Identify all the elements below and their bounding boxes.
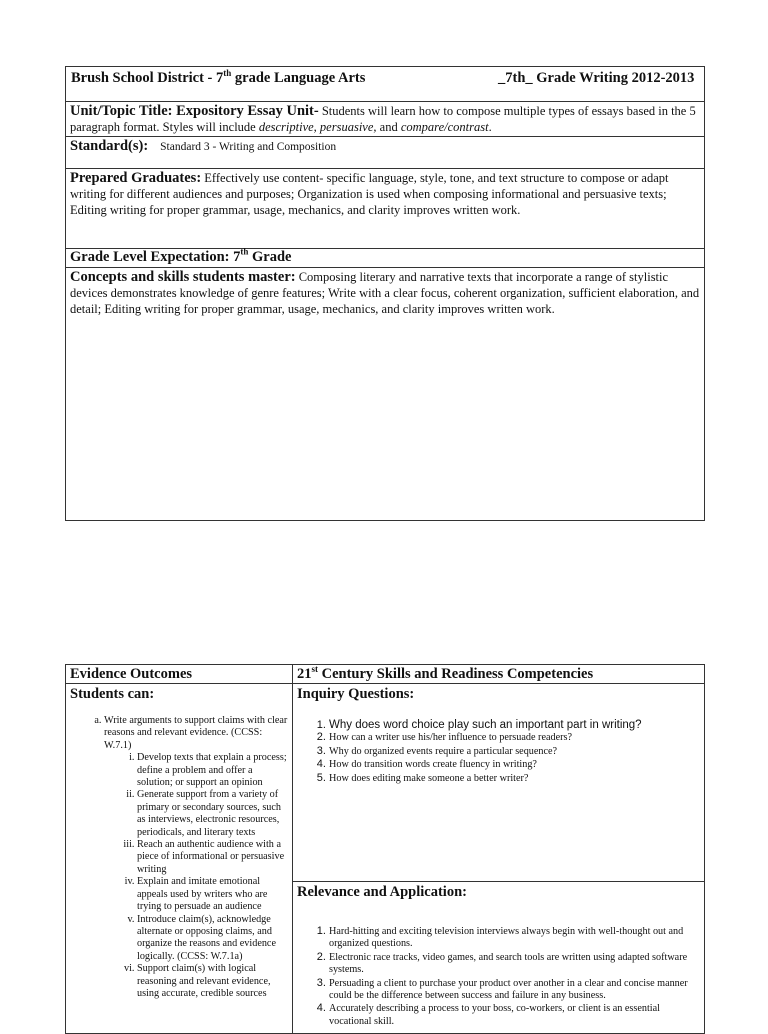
relevance-label: Relevance and Application: xyxy=(297,884,467,900)
century-skills-header: 21st Century Skills and Readiness Competencies xyxy=(297,664,594,682)
prepared-graduates: Prepared Graduates: Effectively use content- specific language, style, tone, and text structure to compose or adapt writing for different audiences and purposes; Organization is used when composing informational and persuasive texts; Editing writing for proper grammar, usage, mechanics, and clarity improves written work. xyxy=(70,170,669,217)
students-can-label: Students can: xyxy=(70,686,155,702)
evidence-item-a: a. Write arguments to support claims with clear reasons and relevant evidence. (CCSS: W.7.1) i. Develop texts that explain a process; define a problem and offer a solution; or support an opinion ii. Generate support from a variety of primary or secondary sources, such as interviews, electronic resources, periodicals, and literary texts iii. Reach an authentic audience with a piece of informational or persuasive writing iv. Explain and imitate emotional appeals used by writers who are trying to persuade an audience v. Introduce claim(s), acknowledge alternate or opposing claims, and organize the reasons and evidence logically. (CCSS: W.7.1a) vi. Support claim(s) with logical reasoning and relevant evidence, using accurate, credible sources xyxy=(104,715,288,1000)
relevance-item: 3. Persuading a client to purchase your product over another in a clear and concise manner could be the difference between success and failure in any business. xyxy=(329,977,696,1003)
evidence-subitem: ii. Generate support from a variety of primary or secondary sources, such as interviews, electronic resources, periodicals, and literary texts xyxy=(137,789,288,839)
inquiry-question: 2. How can a writer use his/her influence to persuade readers? xyxy=(329,731,701,744)
standard-row xyxy=(66,137,704,169)
unit-title: Unit/Topic Title: Expository Essay Unit- Students will learn how to compose multiple types of essays based in the 5 paragraph format. Styles will include descriptive, persuasive, and compare/contrast. xyxy=(70,103,696,134)
district-title: Brush School District - 7th grade Language Arts xyxy=(71,68,366,86)
relevance-item: 1. Hard-hitting and exciting television interviews always begin with well-thought out and organized questions. xyxy=(329,925,696,951)
standard: Standard(s): Standard 3 - Writing and Composition xyxy=(70,138,337,154)
evidence-subitem: iv. Explain and imitate emotional appeals used by writers who are trying to persuade an audience xyxy=(137,876,288,913)
inquiry-list xyxy=(301,719,701,785)
unit-overview-table xyxy=(65,66,705,521)
evidence-subitem: v. Introduce claim(s), acknowledge alternate or opposing claims, and organize the reasons and evidence logically. (CCSS: W.7.1a) xyxy=(137,914,288,964)
evidence-subitem: i. Develop texts that explain a process; define a problem and offer a solution; or support an opinion xyxy=(137,752,288,789)
header-row xyxy=(66,67,704,102)
evidence-subitem: vi. Support claim(s) with logical reasoning and relevant evidence, using accurate, credible sources xyxy=(137,963,288,1000)
inquiry-question: 1. Why does word choice play such an important part in writing? xyxy=(329,719,701,731)
grade-year-title: _7th_ Grade Writing 2012-2013 xyxy=(498,70,695,86)
outcomes-table xyxy=(65,664,705,1034)
prepared-graduates-row xyxy=(66,169,704,249)
evidence-subitem: iii. Reach an authentic audience with a piece of informational or persuasive writing xyxy=(137,839,288,876)
inquiry-question: 4. How do transition words create fluency in writing? xyxy=(329,758,701,771)
concepts-skills: Concepts and skills students master: Composing literary and narrative texts that incorporate a range of stylistic devices demonstrates knowledge of genre features; Write with a clear focus, coherent organization, sufficient elaboration, and detail; Editing writing for proper grammar, usage, mechanics, and clarity improves written work. xyxy=(70,269,700,316)
relevance-list xyxy=(301,925,696,1028)
inquiry-question: 3. Why do organized events require a particular sequence? xyxy=(329,745,701,758)
unit-title-row xyxy=(66,102,704,137)
relevance-item: 4. Accurately describing a process to your boss, co-workers, or client is an essential vocational skill. xyxy=(329,1002,696,1028)
evidence-outcomes-header: Evidence Outcomes xyxy=(70,666,193,682)
grade-level-expectation: Grade Level Expectation: 7th Grade xyxy=(70,246,292,265)
grade-level-row xyxy=(66,246,704,268)
column-divider xyxy=(292,665,293,1033)
inquiry-questions-label: Inquiry Questions: xyxy=(297,686,415,702)
relevance-item: 2. Electronic race tracks, video games, and search tools are written using adapted software systems. xyxy=(329,951,696,977)
inquiry-question: 5. How does editing make someone a better writer? xyxy=(329,772,701,785)
evidence-list xyxy=(66,715,288,1000)
